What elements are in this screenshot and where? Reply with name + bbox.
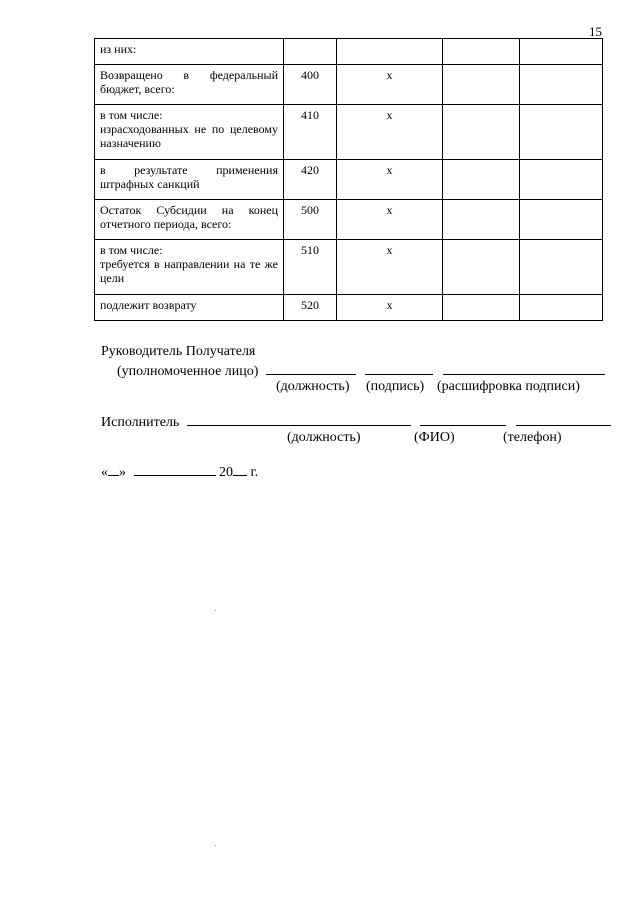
empty-cell xyxy=(520,295,603,321)
date-line xyxy=(101,463,258,481)
row-code: 410 xyxy=(284,105,337,160)
row-code xyxy=(284,39,337,65)
empty-cell xyxy=(443,240,520,295)
row-label-line: Возвращено в федеральный бюджет, всего: xyxy=(100,68,278,96)
row-mark: x xyxy=(337,240,443,295)
empty-cell xyxy=(443,65,520,105)
row-mark xyxy=(337,39,443,65)
table-row xyxy=(95,240,603,295)
page-number: 15 xyxy=(589,24,602,39)
row-code: 400 xyxy=(284,65,337,105)
row-code: 500 xyxy=(284,200,337,240)
report-table xyxy=(94,38,603,321)
scan-speck xyxy=(215,845,216,846)
head-line xyxy=(117,362,605,380)
empty-cell xyxy=(520,240,603,295)
row-label xyxy=(95,160,284,200)
head-caption-decoding: (расшифровка подписи) xyxy=(437,379,580,394)
date-year-prefix: 20 xyxy=(219,465,233,480)
executor-position-blank xyxy=(187,413,411,426)
empty-cell xyxy=(443,39,520,65)
head-subtitle: (уполномоченное лицо) xyxy=(117,364,259,379)
row-label-line: Остаток Субсидии на конец отчетного периода, всего: xyxy=(100,203,278,231)
decoding-blank xyxy=(443,362,605,375)
executor-line xyxy=(101,413,611,431)
row-label-line: израсходованных не по целевому назначению xyxy=(100,122,278,150)
empty-cell xyxy=(520,105,603,160)
month-blank xyxy=(134,463,216,476)
empty-cell xyxy=(520,39,603,65)
row-label-line: из них: xyxy=(100,42,137,56)
row-mark: x xyxy=(337,105,443,160)
head-caption-position: (должность) xyxy=(276,379,350,394)
row-mark: x xyxy=(337,200,443,240)
row-mark: x xyxy=(337,160,443,200)
empty-cell xyxy=(443,105,520,160)
table-row xyxy=(95,295,603,321)
head-title: Руководитель Получателя xyxy=(101,344,256,359)
empty-cell xyxy=(443,295,520,321)
row-code: 420 xyxy=(284,160,337,200)
empty-cell xyxy=(520,65,603,105)
date-open-quote: « xyxy=(101,465,108,480)
executor-name-blank xyxy=(420,413,506,426)
year-blank xyxy=(233,463,247,476)
row-label-line: в том числе: xyxy=(100,108,163,122)
position-blank xyxy=(266,362,356,375)
table-row xyxy=(95,39,603,65)
signature-blank xyxy=(365,362,433,375)
executor-caption-position: (должность) xyxy=(287,430,361,445)
empty-cell xyxy=(520,200,603,240)
table-row xyxy=(95,65,603,105)
row-label xyxy=(95,39,284,65)
empty-cell xyxy=(443,160,520,200)
empty-cell xyxy=(443,200,520,240)
table-row xyxy=(95,160,603,200)
table-row xyxy=(95,200,603,240)
empty-cell xyxy=(520,160,603,200)
table-row xyxy=(95,105,603,160)
row-mark: x xyxy=(337,295,443,321)
row-mark: x xyxy=(337,65,443,105)
date-close-quote: » xyxy=(119,465,126,480)
executor-caption-name: (ФИО) xyxy=(414,430,455,445)
executor-phone-blank xyxy=(516,413,611,426)
row-label xyxy=(95,200,284,240)
day-blank xyxy=(108,463,119,476)
head-caption-signature: (подпись) xyxy=(366,379,425,394)
executor-label: Исполнитель xyxy=(101,415,180,430)
executor-caption-phone: (телефон) xyxy=(503,430,562,445)
report-table-body xyxy=(95,39,603,321)
row-label-line: в том числе: xyxy=(100,243,163,257)
row-label-line: требуется в направлении на те же цели xyxy=(100,257,278,285)
scan-speck xyxy=(215,610,216,611)
row-code: 520 xyxy=(284,295,337,321)
date-year-suffix: г. xyxy=(250,465,259,480)
row-label xyxy=(95,295,284,321)
row-label xyxy=(95,240,284,295)
row-label xyxy=(95,65,284,105)
row-label xyxy=(95,105,284,160)
row-code: 510 xyxy=(284,240,337,295)
row-label-line: подлежит возврату xyxy=(100,298,197,312)
row-label-line: в результате применения штрафных санкций xyxy=(100,163,278,191)
